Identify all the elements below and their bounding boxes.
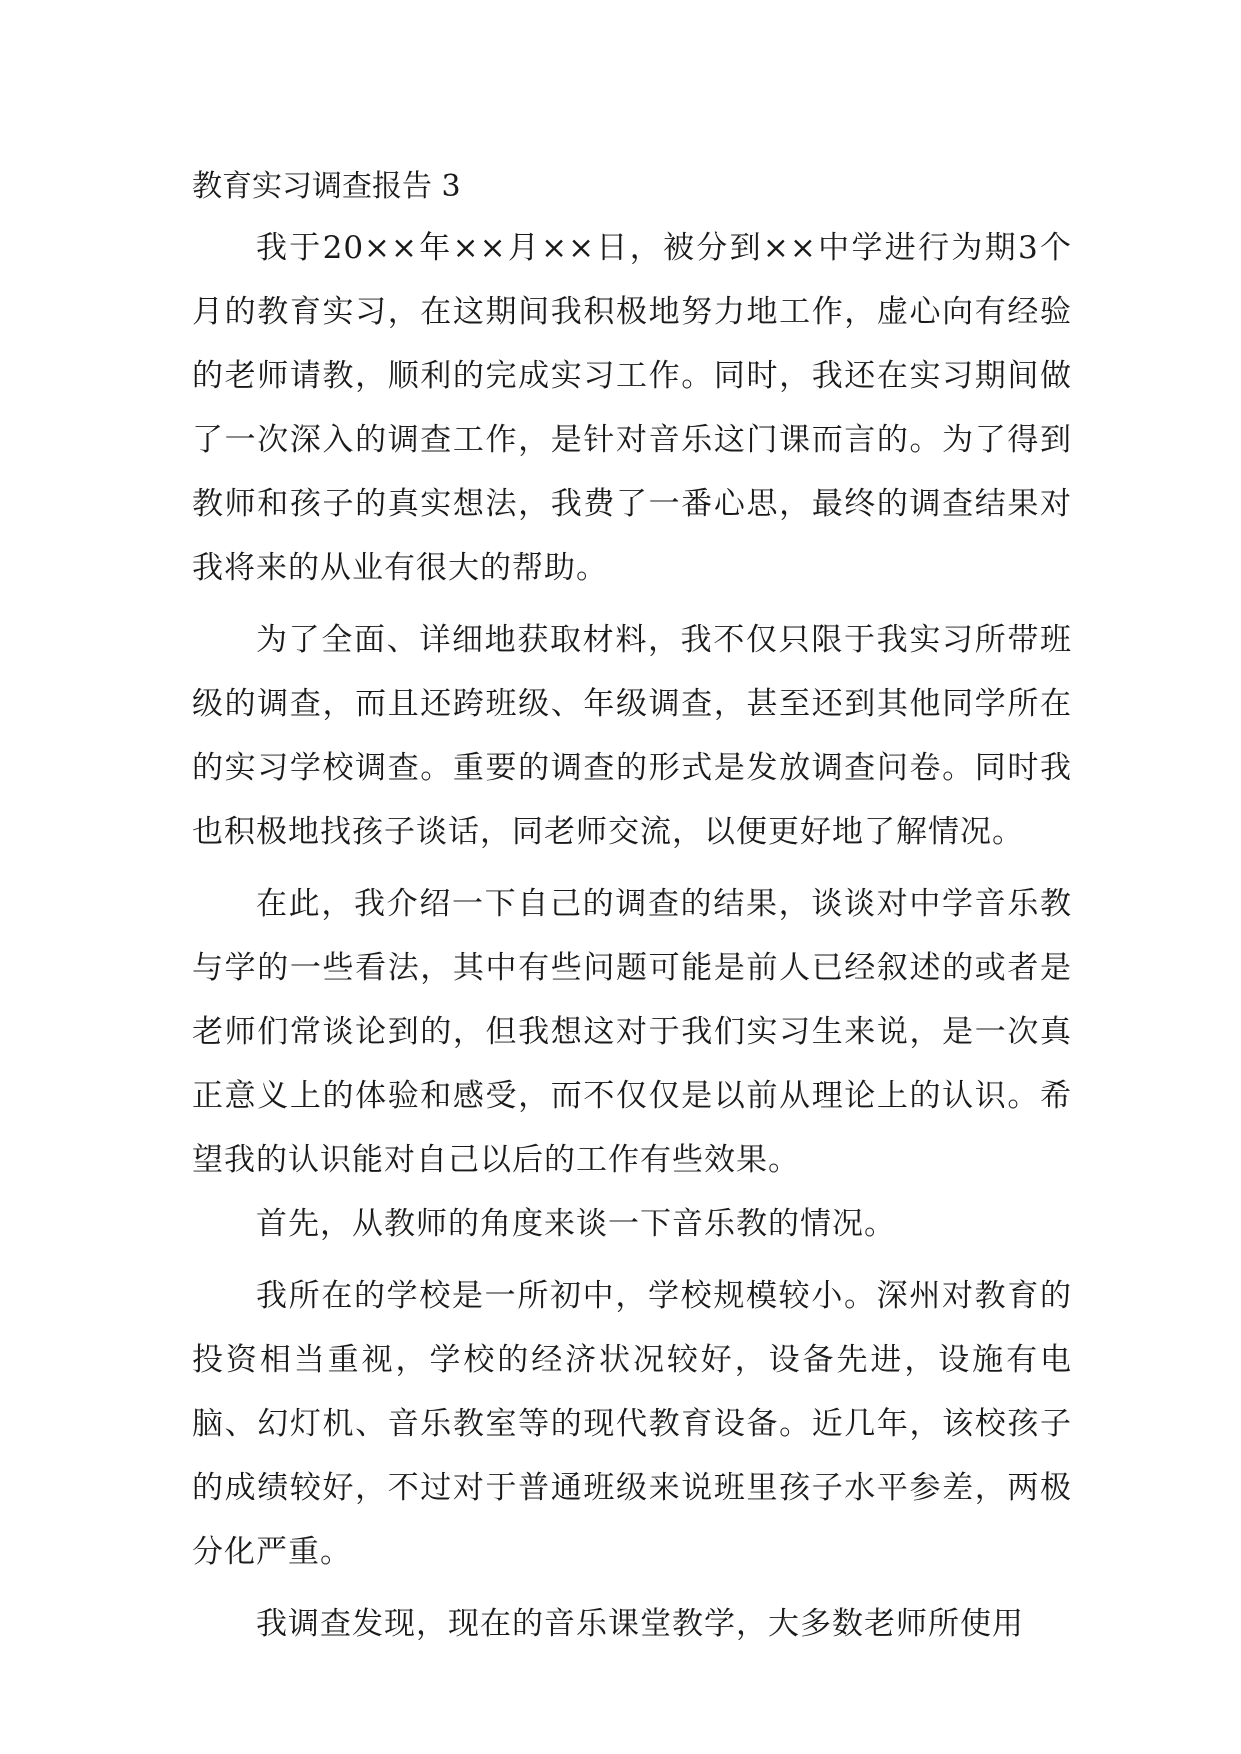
document-body: [192, 168, 1072, 1656]
paragraph-2: 为了全面、详细地获取材料，我不仅只限于我实习所带班级的调查，而且还跨班级、年级调查，甚至还到其他同学所在的实习学校调查。重要的调查的形式是发放调查问卷。同时我也积极地找孩子谈话，同老师交流，以便更好地了解情况。: [192, 622, 1072, 850]
paragraph-4: 首先，从教师的角度来谈一下音乐教的情况。: [256, 1206, 896, 1242]
paragraph-6: 我调查发现，现在的音乐课堂教学，大多数老师所使用: [256, 1606, 1024, 1642]
paragraph-3: 在此，我介绍一下自己的调查的结果，谈谈对中学音乐教与学的一些看法，其中有些问题可能是前人已经叙述的或者是老师们常谈论到的，但我想这对于我们实习生来说，是一次真正意义上的体验和感受，而不仅仅是以前从理论上的认识。希望我的认识能对自己以后的工作有些效果。: [192, 886, 1072, 1178]
document-title: 教育实习调查报告 3: [192, 169, 461, 204]
paragraph-1: 我于20××年××月××日，被分到××中学进行为期3个月的教育实习，在这期间我积极地努力地工作，虚心向有经验的老师请教，顺利的完成实习工作。同时，我还在实习期间做了一次深入的调查工作，是针对音乐这门课而言的。为了得到教师和孩子的真实想法，我费了一番心思，最终的调查结果对我将来的从业有很大的帮助。: [192, 230, 1072, 586]
paragraph-5: 我所在的学校是一所初中，学校规模较小。深州对教育的投资相当重视，学校的经济状况较好，设备先进，设施有电脑、幻灯机、音乐教室等的现代教育设备。近几年，该校孩子的成绩较好，不过对于普通班级来说班里孩子水平参差，两极分化严重。: [192, 1278, 1072, 1570]
